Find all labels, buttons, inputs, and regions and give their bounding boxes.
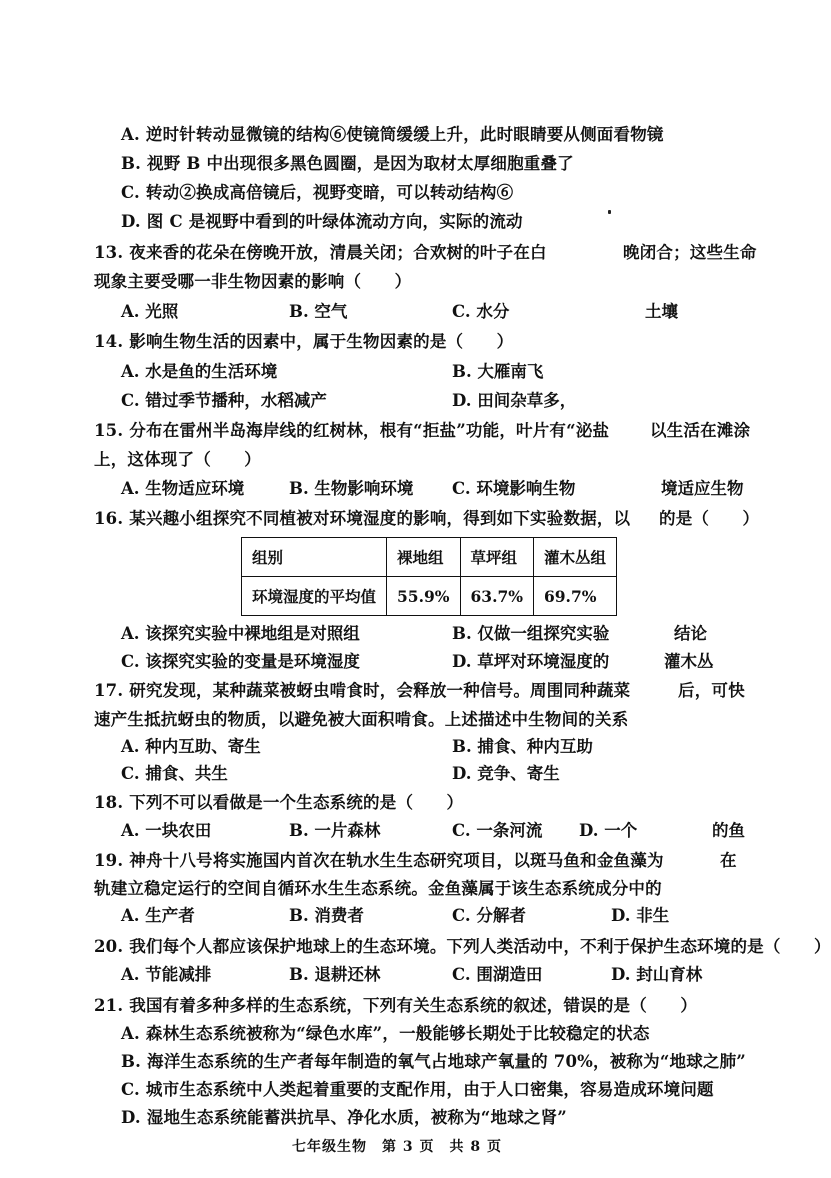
q15-option-b: B. 生物影响环境	[289, 479, 414, 498]
q13-option-c: C. 水分	[452, 302, 510, 321]
q17-option-b: B. 捕食、种内互助	[452, 737, 593, 756]
q21-option-b: B. 海洋生态系统的生产者每年制造的氧气占地球产氧量的 70%，被称为“地球之肺”	[121, 1052, 747, 1071]
q16-data-table-wrap	[241, 537, 606, 617]
q21-stem: 21. 我国有着多种多样的生态系统，下列有关生态系统的叙述，错误的是（ ）	[94, 996, 698, 1015]
table-cell: 69.7%	[533, 577, 616, 616]
table-header-cell: 草坪组	[460, 538, 533, 577]
q16-data-table	[241, 537, 617, 616]
q15-stem-line2: 上，这体现了（ ）	[94, 450, 261, 469]
q17-stem-line1: 17. 研究发现，某种蔬菜被蚜虫啃食时，会释放一种信号。周围同种蔬菜	[94, 681, 631, 700]
q15-option-d: 境适应生物	[661, 479, 744, 498]
q12-option-d: D. 图 C 是视野中看到的叶绿体流动方向，实际的流动	[121, 212, 523, 231]
q20-option-b: B. 退耕还林	[289, 965, 381, 984]
q19-option-a: A. 生产者	[121, 906, 195, 925]
q15-option-c: C. 环境影响生物	[452, 479, 576, 498]
q19-option-d: D. 非生	[611, 906, 670, 925]
q15-stem-line1: 15. 分布在雷州半岛海岸线的红树林，根有“拒盐”功能，叶片有“泌盐	[94, 421, 610, 440]
q17-option-d: D. 竞争、寄生	[452, 764, 560, 783]
q16-option-c: C. 该探究实验的变量是环境湿度	[121, 652, 360, 671]
q16-stem: 16. 某兴趣小组探究不同植被对环境湿度的影响，得到如下实验数据，以	[94, 509, 631, 528]
table-cell: 63.7%	[460, 577, 533, 616]
q21-option-c: C. 城市生态系统中人类起着重要的支配作用，由于人口密集，容易造成环境问题	[121, 1080, 714, 1099]
q19-stem-line1: 19. 神舟十八号将实施国内首次在轨水生生态研究项目，以斑马鱼和金鱼藻为	[94, 851, 664, 870]
q20-stem: 20. 我们每个人都应该保护地球上的生态环境。下列人类活动中，不利于保护生态环境的是（ ）	[94, 937, 831, 956]
q12-option-c: C. 转动②换成高倍镜后，视野变暗，可以转动结构⑥	[121, 183, 514, 202]
q13-stem-line1: 13. 夜来香的花朵在傍晚开放，清晨关闭；合欢树的叶子在白	[94, 243, 547, 262]
table-header-row	[242, 538, 617, 577]
q20-option-a: A. 节能减排	[121, 965, 212, 984]
q12-option-a: A. 逆时针转动显微镜的结构⑥使镜筒缓缓上升，此时眼睛要从侧面看物镜	[121, 125, 664, 144]
scan-speck	[608, 210, 611, 214]
q20-option-d: D. 封山育林	[611, 965, 703, 984]
table-row	[242, 577, 617, 616]
table-row-label: 环境湿度的平均值	[242, 577, 387, 616]
q12-option-b: B. 视野 B 中出现很多黑色圆圈，是因为取材太厚细胞重叠了	[121, 154, 574, 173]
q19-option-c: C. 分解者	[452, 906, 526, 925]
q13-stem-line2: 现象主要受哪一非生物因素的影响（ ）	[94, 272, 412, 291]
page-footer: 七年级生物 第 3 页 共 8 页	[292, 1139, 502, 1155]
q20-option-c: C. 围湖造田	[452, 965, 543, 984]
q19-stem-line2: 轨建立稳定运行的空间自循环水生生态系统。金鱼藻属于该生态系统成分中的	[94, 879, 662, 898]
q14-option-c: C. 错过季节播种，水稻减产	[121, 391, 327, 410]
q18-option-b: B. 一片森林	[289, 821, 381, 840]
q16-option-d-end: 灌木丛	[664, 652, 714, 671]
q16-option-d: D. 草坪对环境湿度的	[452, 652, 610, 671]
q13-stem-line1-end: 晚闭合；这些生命	[623, 243, 757, 262]
q17-option-a: A. 种内互助、寄生	[121, 737, 261, 756]
q17-stem-line1-end: 后，可快	[678, 681, 745, 700]
table-cell: 55.9%	[387, 577, 460, 616]
q17-stem-line2: 速产生抵抗蚜虫的物质，以避免被大面积啃食。上述描述中生物间的关系	[94, 710, 629, 729]
q15-option-a: A. 生物适应环境	[121, 479, 245, 498]
q21-option-a: A. 森林生态系统被称为“绿色水库”，一般能够长期处于比较稳定的状态	[121, 1024, 650, 1043]
q14-option-d: D. 田间杂草多，	[452, 391, 577, 410]
q18-stem: 18. 下列不可以看做是一个生态系统的是（ ）	[94, 793, 464, 812]
table-header-cell: 灌木丛组	[533, 538, 616, 577]
table-header-cell: 裸地组	[387, 538, 460, 577]
q16-stem-end: 的是（ ）	[659, 509, 760, 528]
q19-option-b: B. 消费者	[289, 906, 364, 925]
q14-option-a: A. 水是鱼的生活环境	[121, 362, 278, 381]
q18-option-d: D. 一个	[579, 821, 638, 840]
q13-option-a: A. 光照	[121, 302, 179, 321]
q17-option-c: C. 捕食、共生	[121, 764, 228, 783]
q18-option-d-end: 的鱼	[712, 821, 745, 840]
q16-option-a: A. 该探究实验中裸地组是对照组	[121, 624, 360, 643]
q13-option-d: 土壤	[645, 302, 678, 321]
q14-stem: 14. 影响生物生活的因素中，属于生物因素的是（ ）	[94, 332, 514, 351]
q21-option-d: D. 湿地生态系统能蓄洪抗旱、净化水质，被称为“地球之肾”	[121, 1108, 567, 1127]
q18-option-c: C. 一条河流	[452, 821, 543, 840]
q14-option-b: B. 大雁南飞	[452, 362, 544, 381]
q16-option-b: B. 仅做一组探究实验	[452, 624, 610, 643]
table-header-cell: 组别	[242, 538, 387, 577]
q16-option-b-end: 结论	[674, 624, 707, 643]
q18-option-a: A. 一块农田	[121, 821, 212, 840]
q19-stem-line1-end: 在	[720, 851, 737, 870]
q15-stem-line1-end: 以生活在滩涂	[650, 421, 751, 440]
q13-option-b: B. 空气	[289, 302, 348, 321]
